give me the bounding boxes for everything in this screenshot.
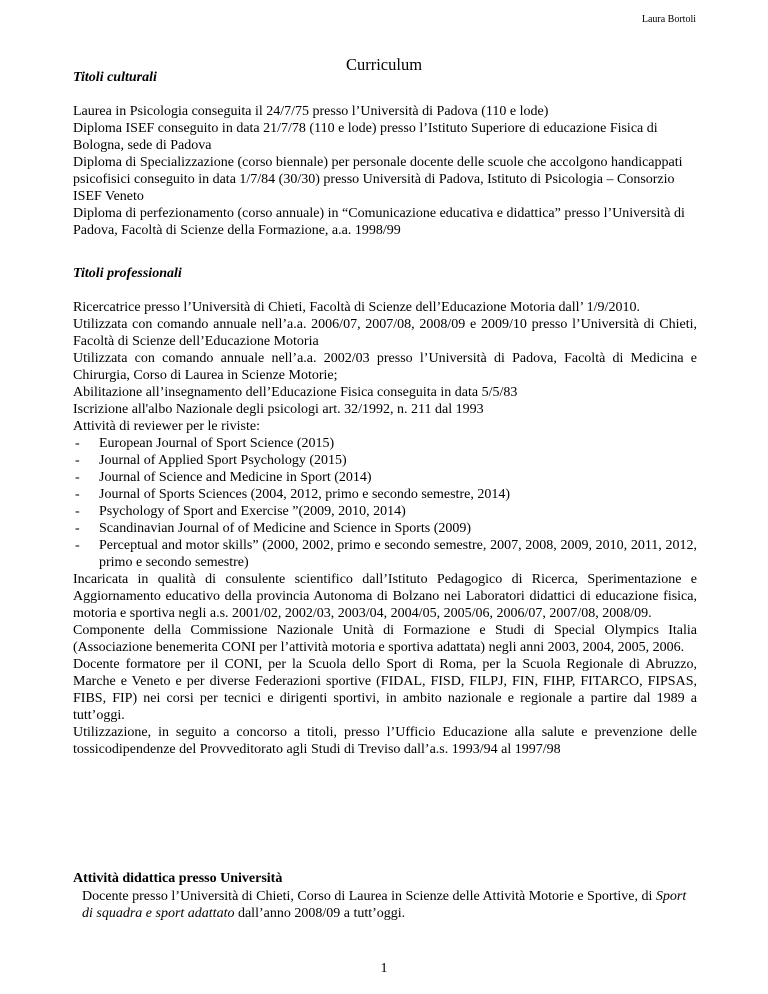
section-cultural-body (73, 103, 697, 239)
journal-list-item: - Journal of Science and Medicine in Sport (2014) (73, 469, 697, 486)
document-title: Curriculum (345, 55, 423, 74)
journal-list-item: - Perceptual and motor skills” (2000, 2002, primo e secondo semestre, 2007, 2008, 2009, 2010, 2011, 2012, primo e secondo semestre) (73, 537, 697, 571)
section-teaching-body (73, 888, 697, 922)
section-heading-cultural: Titoli culturali (73, 70, 157, 85)
professional-item: Iscrizione all'albo Nazionale degli psicologi art. 32/1992, n. 211 dal 1993 (73, 402, 484, 417)
professional-item: Docente formatore per il CONI, per la Scuola dello Sport di Roma, per la Scuola Regionale di Abruzzo, Marche e Veneto e per diverse Federazioni sportive (FIDAL, FISD, FILPJ, FIN, FIHP, FITARCO, FIPSAS, FIBS, FIP) nei corsi per tecnici e dirigenti sportivi, in ambito nazionale e regionale a partire dal 1989 a tutt’oggi. (73, 657, 697, 723)
professional-item: Ricercatrice presso l’Università di Chieti, Facoltà di Scienze dell’Educazione Motoria dall’ 1/9/2010. (73, 300, 640, 315)
cultural-item: Diploma di Specializzazione (corso biennale) per personale docente delle scuole che accolgono handicappati psicofisici conseguito in data 1/7/84 (30/30) presso Università di Padova, Istituto di Psicologia – Consorzio ISEF Veneto (73, 155, 683, 204)
journal-list-item: - European Journal of Sport Science (2015) (73, 435, 697, 452)
journal-list-item: - Journal of Applied Sport Psychology (2015) (73, 452, 697, 469)
professional-item: Utilizzata con comando annuale nell’a.a. 2006/07, 2007/08, 2008/09 e 2009/10 presso l’Università di Chieti, Facoltà di Scienze dell’Educazione Motoria (73, 317, 697, 349)
teaching-item (82, 888, 697, 922)
professional-item: Utilizzata con comando annuale nell’a.a. 2002/03 presso l’Università di Padova, Facoltà di Medicina e Chirurgia, Corso di Laurea in Scienze Motorie; (73, 351, 697, 383)
section-heading-teaching: Attività didattica presso Università (73, 871, 283, 886)
professional-item: Incaricata in qualità di consulente scientifico dall’Istituto Pedagogico di Ricerca, Sperimentazione e Aggiornamento educativo della provincia Autonoma di Bolzano nei Laboratori didattici di educazione fisica, motoria e sportiva negli a.s. 2001/02, 2002/03, 2003/04, 2004/05, 2005/06, 2006/07, 2007/08, 2008/09. (73, 572, 697, 621)
journal-list-item: - Scandinavian Journal of of Medicine and Science in Sports (2009) (73, 520, 697, 537)
journal-list-item: - Journal of Sports Sciences (2004, 2012, primo e secondo semestre, 2014) (73, 486, 697, 503)
professional-item: Utilizzazione, in seguito a concorso a titoli, presso l’Ufficio Educazione alla salute e prevenzione delle tossicodipendenze del Provveditorato agli Studi di Treviso dall’a.s. 1993/94 al 1997/98 (73, 725, 697, 757)
section-heading-professional: Titoli professionali (73, 266, 182, 281)
header-author: Laura Bortoli (641, 14, 696, 25)
professional-item: Attività di reviewer per le riviste: (73, 419, 260, 434)
cultural-item: Laurea in Psicologia conseguita il 24/7/75 presso l’Università di Padova (110 e lode) (73, 104, 549, 119)
journal-list (73, 435, 697, 571)
journal-list-item: - Psychology of Sport and Exercise ”(2009, 2010, 2014) (73, 503, 697, 520)
cultural-item: Diploma di perfezionamento (corso annuale) in “Comunicazione educativa e didattica” presso l’Università di Padova, Facoltà di Scienze della Formazione, a.a. 1998/99 (73, 206, 685, 238)
professional-item: Abilitazione all’insegnamento dell’Educazione Fisica conseguita in data 5/5/83 (73, 385, 518, 400)
page-number: 1 (380, 961, 388, 976)
cultural-item: Diploma ISEF conseguito in data 21/7/78 (110 e lode) presso l’Istituto Superiore di educazione Fisica di Bologna, sede di Padova (73, 121, 658, 153)
professional-item: Componente della Commissione Nazionale Unità di Formazione e Studi di Special Olympics Italia (Associazione benemerita CONI per l’attività motoria e sportiva adattata) negli anni 2003, 2004, 2005, 2006. (73, 623, 697, 655)
teaching-text-after: dall’anno 2008/09 a tutt’oggi. (234, 906, 406, 921)
section-professional-body (73, 299, 697, 758)
teaching-course-name: Sport di squadra e sport adattato (82, 889, 687, 921)
teaching-text-before: Docente presso l’Università di Chieti, Corso di Laurea in Scienze delle Attività Motorie e Sportive, di (82, 889, 656, 904)
